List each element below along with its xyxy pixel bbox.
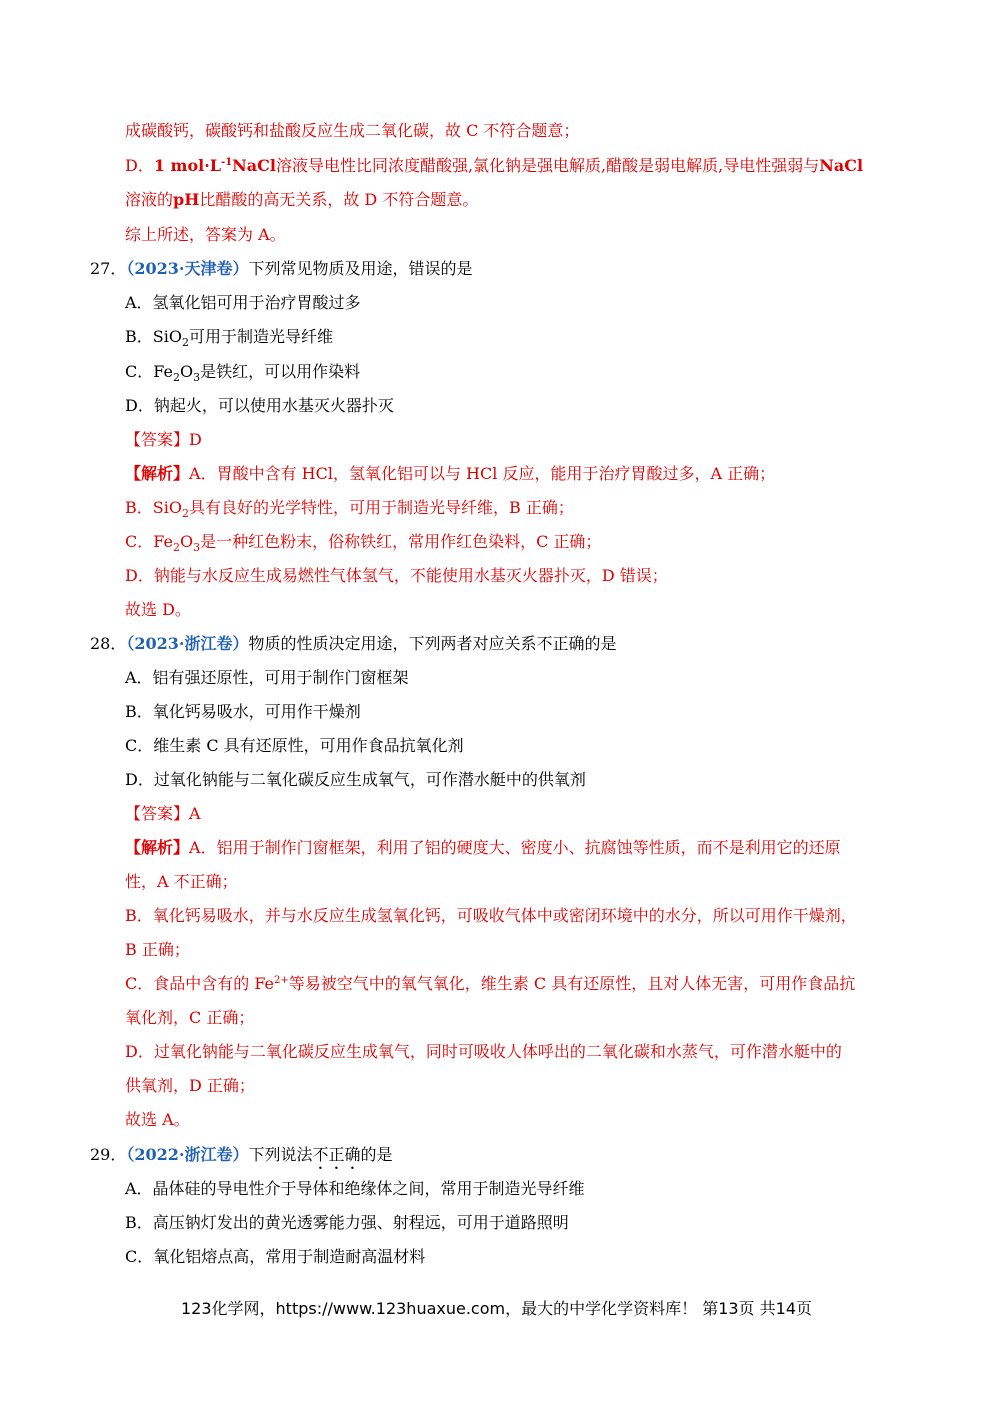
analysis-line: B 正确；: [125, 940, 190, 959]
option-c: C．氧化铝熔点高，常用于制造耐高温材料: [125, 1247, 426, 1266]
question-stem: 27．（2023·天津卷）下列常见物质及用途，错误的是: [90, 259, 473, 278]
analysis-line: 【解析】A．铝用于制作门窗框架，利用了铝的硬度大、密度小、抗腐蚀等性质，而不是利用它的还原: [125, 838, 841, 857]
analysis-line: 【解析】A．胃酸中含有 HCl，氢氧化铝可以与 HCl 反应，能用于治疗胃酸过多，A 正确；: [125, 464, 776, 483]
question-number: 27．: [90, 259, 127, 278]
answer-label: 【答案】D: [125, 430, 202, 449]
analysis-line: 性，A 不正确；: [125, 872, 238, 891]
option-b: B．SiO$_2$可用于制造光导纤维: [125, 327, 333, 349]
question-number: 28．: [90, 634, 127, 653]
analysis-line: 氧化剂，C 正确；: [125, 1008, 255, 1027]
option-a: A．氢氧化铝可用于治疗胃酸过多: [125, 293, 361, 312]
emphasized-text: 不正确: [312, 1145, 361, 1164]
option-c: C．维生素 C 具有还原性，可用作食品抗氧化剂: [125, 736, 464, 755]
conclusion: 综上所述，答案为 A。: [125, 225, 286, 244]
page-footer: 123化学网，https://www.123huaxue.com，最大的中学化学资料库！ 第13页 共14页: [181, 1299, 812, 1318]
option-b: B．氧化钙易吸水，可用作干燥剂: [125, 702, 361, 721]
question-number: 29．: [90, 1145, 127, 1164]
conclusion: 故选 D。: [125, 600, 191, 619]
analysis-line: 溶液的pH比醋酸的高无关系，故 D 不符合题意。: [125, 190, 479, 209]
analysis-line: 成碳酸钙，碳酸钙和盐酸反应生成二氧化碳，故 C 不符合题意；: [125, 121, 580, 140]
analysis-line: B．SiO$_2$具有良好的光学特性，可用于制造光导纤维，B 正确；: [125, 498, 574, 520]
answer-label: 【答案】A: [125, 804, 201, 823]
analysis-line: C．$Fe_2O_3$是一种红色粉末，俗称铁红，常用作红色染料，C 正确；: [125, 532, 602, 554]
conclusion: 故选 A。: [125, 1110, 190, 1129]
analysis-line: C．食品中含有的 $Fe^{2+}$等易被空气中的氧气氧化，维生素 C 具有还原性，且对人体无害，可用作食品抗: [125, 974, 856, 993]
question-source: （2022·浙江卷）: [126, 1145, 249, 1164]
analysis-line: D．1 $mol\cdot L^{-1}NaCl$溶液导电性比同浓度醋酸强,氯化钠是强电解质,醋酸是弱电解质,导电性强弱与NaCl: [125, 156, 864, 175]
analysis-line: D．钠能与水反应生成易燃性气体氢气，不能使用水基灭火器扑灭，D 错误；: [125, 566, 668, 585]
option-c: C．$Fe_2O_3$是铁红，可以用作染料: [125, 362, 361, 384]
analysis-line: 供氧剂，D 正确；: [125, 1076, 255, 1095]
question-source: （2023·天津卷）: [126, 259, 249, 278]
question-stem: 28．（2023·浙江卷）物质的性质决定用途，下列两者对应关系不正确的是: [90, 634, 617, 653]
option-d: D．过氧化钠能与二氧化碳反应生成氧气，可作潜水艇中的供氧剂: [125, 770, 586, 789]
option-b: B．高压钠灯发出的黄光透雾能力强、射程远，可用于道路照明: [125, 1213, 569, 1232]
analysis-line: B．氧化钙易吸水，并与水反应生成氢氧化钙，可吸收气体中或密闭环境中的水分，所以可用作干燥剂，: [125, 906, 857, 925]
question-stem: 29．（2022·浙江卷）下列说法不正确的是: [90, 1145, 393, 1164]
option-a: A．铝有强还原性，可用于制作门窗框架: [125, 668, 409, 687]
question-source: （2023·浙江卷）: [126, 634, 249, 653]
option-a: A．晶体硅的导电性介于导体和绝缘体之间，常用于制造光导纤维: [125, 1179, 585, 1198]
analysis-line: D．过氧化钠能与二氧化碳反应生成氧气，同时可吸收人体呼出的二氧化碳和水蒸气，可作潜水艇中的: [125, 1042, 842, 1061]
option-d: D．钠起火，可以使用水基灭火器扑灭: [125, 396, 394, 415]
